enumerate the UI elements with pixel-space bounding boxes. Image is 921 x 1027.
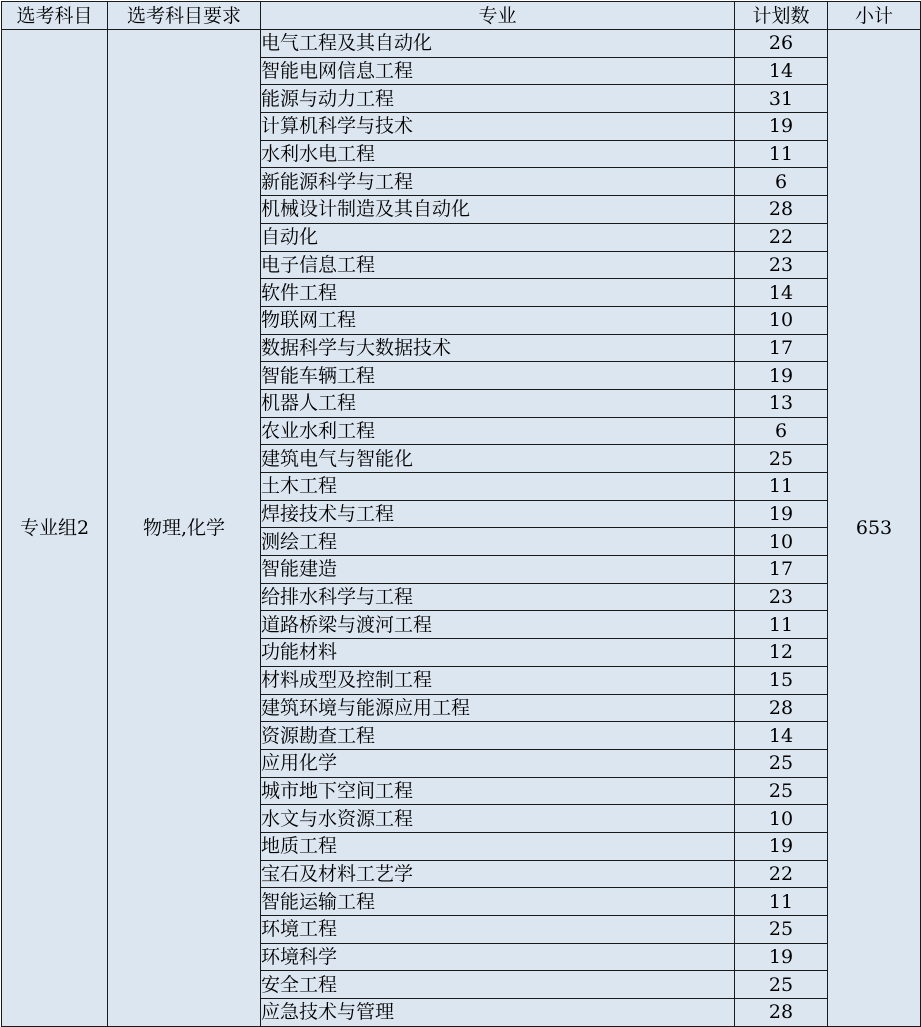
major-cell: 环境工程: [261, 916, 735, 944]
plan-count-cell: 25: [735, 445, 828, 473]
major-cell: 建筑环境与能源应用工程: [261, 694, 735, 722]
plan-count-cell: 22: [735, 223, 828, 251]
major-cell: 功能材料: [261, 639, 735, 667]
plan-count-cell: 11: [735, 611, 828, 639]
plan-count-cell: 25: [735, 749, 828, 777]
plan-count-cell: 6: [735, 417, 828, 445]
plan-count-cell: 11: [735, 140, 828, 168]
plan-count-cell: 14: [735, 722, 828, 750]
major-cell: 智能电网信息工程: [261, 57, 735, 85]
major-cell: 能源与动力工程: [261, 85, 735, 113]
major-cell: 水利水电工程: [261, 140, 735, 168]
major-cell: 智能建造: [261, 556, 735, 584]
major-cell: 物联网工程: [261, 306, 735, 334]
plan-count-cell: 26: [735, 30, 828, 58]
plan-count-cell: 14: [735, 57, 828, 85]
major-cell: 环境科学: [261, 943, 735, 971]
plan-count-cell: 28: [735, 196, 828, 224]
major-cell: 材料成型及控制工程: [261, 666, 735, 694]
major-cell: 新能源科学与工程: [261, 168, 735, 196]
plan-count-cell: 19: [735, 362, 828, 390]
major-cell: 机器人工程: [261, 389, 735, 417]
plan-count-cell: 31: [735, 85, 828, 113]
plan-count-cell: 10: [735, 306, 828, 334]
plan-count-cell: 17: [735, 556, 828, 584]
plan-count-cell: 19: [735, 113, 828, 141]
plan-count-cell: 23: [735, 583, 828, 611]
major-cell: 建筑电气与智能化: [261, 445, 735, 473]
major-cell: 宝石及材料工艺学: [261, 860, 735, 888]
major-cell: 道路桥梁与渡河工程: [261, 611, 735, 639]
plan-count-cell: 28: [735, 999, 828, 1027]
plan-count-cell: 6: [735, 168, 828, 196]
header-requirement: 选考科目要求: [108, 2, 261, 30]
group-requirement-cell: 物理,化学: [108, 30, 261, 1027]
plan-count-cell: 23: [735, 251, 828, 279]
enrollment-plan-table: [1, 1, 921, 1027]
major-cell: 给排水科学与工程: [261, 583, 735, 611]
major-cell: 软件工程: [261, 279, 735, 307]
header-plan: 计划数: [735, 2, 828, 30]
plan-count-cell: 19: [735, 832, 828, 860]
major-cell: 应急技术与管理: [261, 999, 735, 1027]
plan-count-cell: 11: [735, 888, 828, 916]
plan-count-cell: 10: [735, 805, 828, 833]
plan-count-cell: 25: [735, 916, 828, 944]
plan-count-cell: 15: [735, 666, 828, 694]
subtotal-cell: 653: [828, 30, 921, 1027]
table-row: [2, 30, 921, 58]
major-cell: 资源勘查工程: [261, 722, 735, 750]
major-cell: 水文与水资源工程: [261, 805, 735, 833]
plan-count-cell: 19: [735, 943, 828, 971]
plan-count-cell: 13: [735, 389, 828, 417]
plan-count-cell: 14: [735, 279, 828, 307]
header-subtotal: 小计: [828, 2, 921, 30]
major-cell: 计算机科学与技术: [261, 113, 735, 141]
plan-count-cell: 17: [735, 334, 828, 362]
plan-count-cell: 25: [735, 777, 828, 805]
major-cell: 智能车辆工程: [261, 362, 735, 390]
major-cell: 焊接技术与工程: [261, 500, 735, 528]
header-row: [2, 2, 921, 30]
plan-count-cell: 19: [735, 500, 828, 528]
major-cell: 土木工程: [261, 473, 735, 501]
plan-count-cell: 12: [735, 639, 828, 667]
major-cell: 机械设计制造及其自动化: [261, 196, 735, 224]
major-cell: 地质工程: [261, 832, 735, 860]
major-cell: 测绘工程: [261, 528, 735, 556]
plan-count-cell: 11: [735, 473, 828, 501]
plan-count-cell: 22: [735, 860, 828, 888]
major-cell: 应用化学: [261, 749, 735, 777]
major-cell: 电气工程及其自动化: [261, 30, 735, 58]
header-subject: 选考科目: [2, 2, 108, 30]
plan-count-cell: 25: [735, 971, 828, 999]
major-cell: 农业水利工程: [261, 417, 735, 445]
major-cell: 数据科学与大数据技术: [261, 334, 735, 362]
major-cell: 自动化: [261, 223, 735, 251]
plan-count-cell: 10: [735, 528, 828, 556]
header-major: 专业: [261, 2, 735, 30]
table-body: [2, 30, 921, 1027]
major-cell: 电子信息工程: [261, 251, 735, 279]
plan-count-cell: 28: [735, 694, 828, 722]
major-cell: 城市地下空间工程: [261, 777, 735, 805]
major-cell: 安全工程: [261, 971, 735, 999]
group-name-cell: 专业组2: [2, 30, 108, 1027]
major-cell: 智能运输工程: [261, 888, 735, 916]
